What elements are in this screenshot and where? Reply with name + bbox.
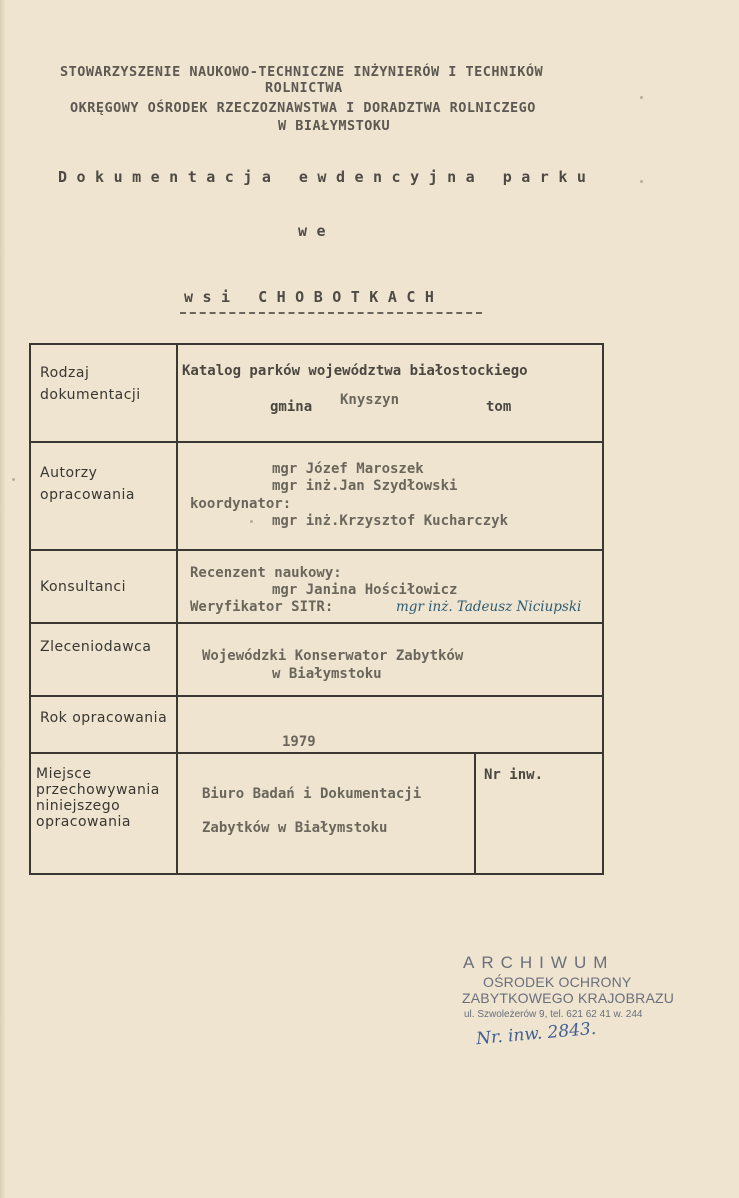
place-underline [180,312,482,314]
year-value: 1979 [282,734,316,750]
table-row-divider [29,752,604,754]
author-1: mgr Józef Maroszek [272,461,424,477]
row-label-year: Rok opracowania [40,710,168,726]
reviewer-label: Recenzent naukowy: [190,565,342,581]
row-label-storage-place: Miejsce przechowywania niniejszego opracowania [36,766,160,830]
header-organization-continued: ROLNICTWA [265,80,343,96]
table-row-divider [29,441,604,443]
table-inv-divider [474,752,476,875]
tom-label: tom [486,399,512,415]
row-label-client: Zleceniodawca [40,639,152,655]
paper-speck [12,478,15,481]
paper-speck [250,520,253,523]
documentation-type-value: Katalog parków województwa białostockiego [182,363,528,379]
table-border-bottom [29,873,604,875]
table-border-right [602,343,604,875]
stamp-address: ul. Szwoleżerów 9, tel. 621 62 41 w. 244 [464,1009,643,1020]
row-label-consultants: Konsultanci [40,579,127,595]
author-2: mgr inż.Jan Szydłowski [272,478,458,494]
coordinator-name: mgr inż.Krzysztof Kucharczyk [272,513,509,529]
table-row-divider [29,549,604,551]
paper-speck [640,96,643,99]
header-center: OKRĘGOWY OŚRODEK RZECZOZNAWSTWA I DORADZTWA ROLNICZEGO [70,100,536,116]
document-title-place: wsi CHOBOTKACH [184,288,444,306]
stamp-line-1: OŚRODEK OCHRONY [483,974,632,990]
row-label-documentation-type: Rodzaj dokumentacji [40,365,141,403]
paper-edge [0,0,6,1198]
stamp-inventory-handwritten: Nr. inw. 2843. [475,1018,597,1050]
client-line-1: Wojewódzki Konserwator Zabytków [202,648,464,664]
table-border-left [29,343,31,875]
coordinator-label: koordynator: [190,496,292,512]
verifier-signature: mgr inż. Tadeusz Niciupski [396,599,582,615]
table-row-divider [29,695,604,697]
row-label-authors: Autorzy opracowania [40,465,135,503]
verifier-label: Weryfikator SITR: [190,599,334,615]
client-line-2: w Białymstoku [272,666,382,682]
header-organization: STOWARZYSZENIE NAUKOWO-TECHNICZNE INŻYNIERÓW I TECHNIKÓW [60,64,544,80]
header-city: W BIAŁYMSTOKU [278,118,391,134]
document-title-preposition: we [298,222,336,240]
paper-speck [640,180,643,183]
stamp-line-2: ZABYTKOWEGO KRAJOBRAZU [462,990,675,1006]
gmina-label: gmina [270,399,313,415]
table-border-top [29,343,604,345]
inventory-number-label: Nr inw. [484,767,544,783]
table-row-divider [29,622,604,624]
reviewer-name: mgr Janina Hościłowicz [272,582,458,598]
gmina-value: Knyszyn [340,392,400,408]
stamp-title: ARCHIWUM [463,953,615,972]
storage-line-1: Biuro Badań i Dokumentacji [202,786,422,802]
document-title: Dokumentacja ewdencyjna parku [58,168,596,186]
storage-line-2: Zabytków w Białymstoku [202,820,388,836]
